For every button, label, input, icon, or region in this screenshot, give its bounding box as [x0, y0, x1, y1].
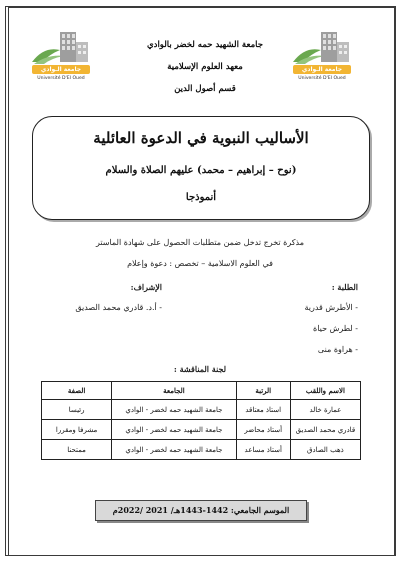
right-logo-sub: Université D'El Oued [298, 76, 346, 81]
university-name: جامعة الشهيد حمه لخضر بالوادي [147, 40, 263, 50]
table-cell: جامعة الشهيد حمه لخضر - الوادي [112, 420, 236, 440]
department-name: قسم أصول الدين [174, 84, 236, 94]
thesis-subtitle-2: أنموذجا [185, 192, 217, 203]
thesis-title: الأساليب النبوية في الدعوة العائلية [93, 129, 309, 147]
memo-line-2: في العلوم الاسلامية – تخصص : دعوة وإعلام [127, 259, 273, 268]
table-cell: جامعة الشهيد حمه لخضر - الوادي [112, 400, 236, 420]
students-label: الطلبة : [331, 282, 358, 292]
table-cell: جامعة الشهيد حمه لخضر - الوادي [112, 440, 236, 460]
table-cell: أستاذ محاضر [236, 420, 290, 440]
left-university-logo-icon [30, 28, 92, 90]
table-header-cell: الاسم واللقب [290, 382, 360, 400]
table-cell: أستاذ مساعد [236, 440, 290, 460]
memo-line-1: مذكرة تخرج تدخل ضمن متطلبات الحصول على شهادة الماستر [95, 238, 305, 247]
committee-label: لجنة المناقشة : [173, 364, 227, 374]
title-box [32, 116, 370, 220]
table-row [42, 440, 361, 460]
table-cell: ذهب الصادق [290, 440, 360, 460]
table-cell: مشرفا ومقررا [42, 420, 112, 440]
student-name: - لطرش حياة [313, 324, 358, 333]
table-row [42, 400, 361, 420]
student-name: - الأطرش قدرية [304, 303, 358, 312]
table-header-cell: الجامعة [112, 382, 236, 400]
institute-name: معهد العلوم الإسلامية [167, 62, 243, 72]
table-cell: رئيسا [42, 400, 112, 420]
right-university-logo-icon [291, 28, 353, 90]
right-logo-name: جامعة الـوادي [293, 65, 351, 74]
supervisor-name: - أ.د. قادري محمد الصديق [75, 303, 162, 312]
left-logo-sub: Université D'El Oued [37, 76, 85, 81]
left-logo-name: جامعة الـوادي [32, 65, 90, 74]
table-row [42, 420, 361, 440]
committee-table [41, 381, 361, 460]
building-icon [30, 28, 92, 68]
academic-year: الموسم الجامعي: 1442-1443هـ/ 2021 /2022م [95, 500, 307, 521]
table-cell: قادري محمد الصديق [290, 420, 360, 440]
table-header-row [42, 382, 361, 400]
supervisor-label: الإشراف: [130, 282, 162, 292]
table-header-cell: الصفة [42, 382, 112, 400]
thesis-subtitle: (نوح – إبراهيم – محمد) عليهم الصلاة والسلام [105, 165, 297, 176]
table-cell: استاذ معتاقد [236, 400, 290, 420]
student-name: - هراوة منى [317, 345, 358, 354]
table-cell: ممتحنا [42, 440, 112, 460]
table-cell: عمارة خالد [290, 400, 360, 420]
table-header-cell: الرتبة [236, 382, 290, 400]
